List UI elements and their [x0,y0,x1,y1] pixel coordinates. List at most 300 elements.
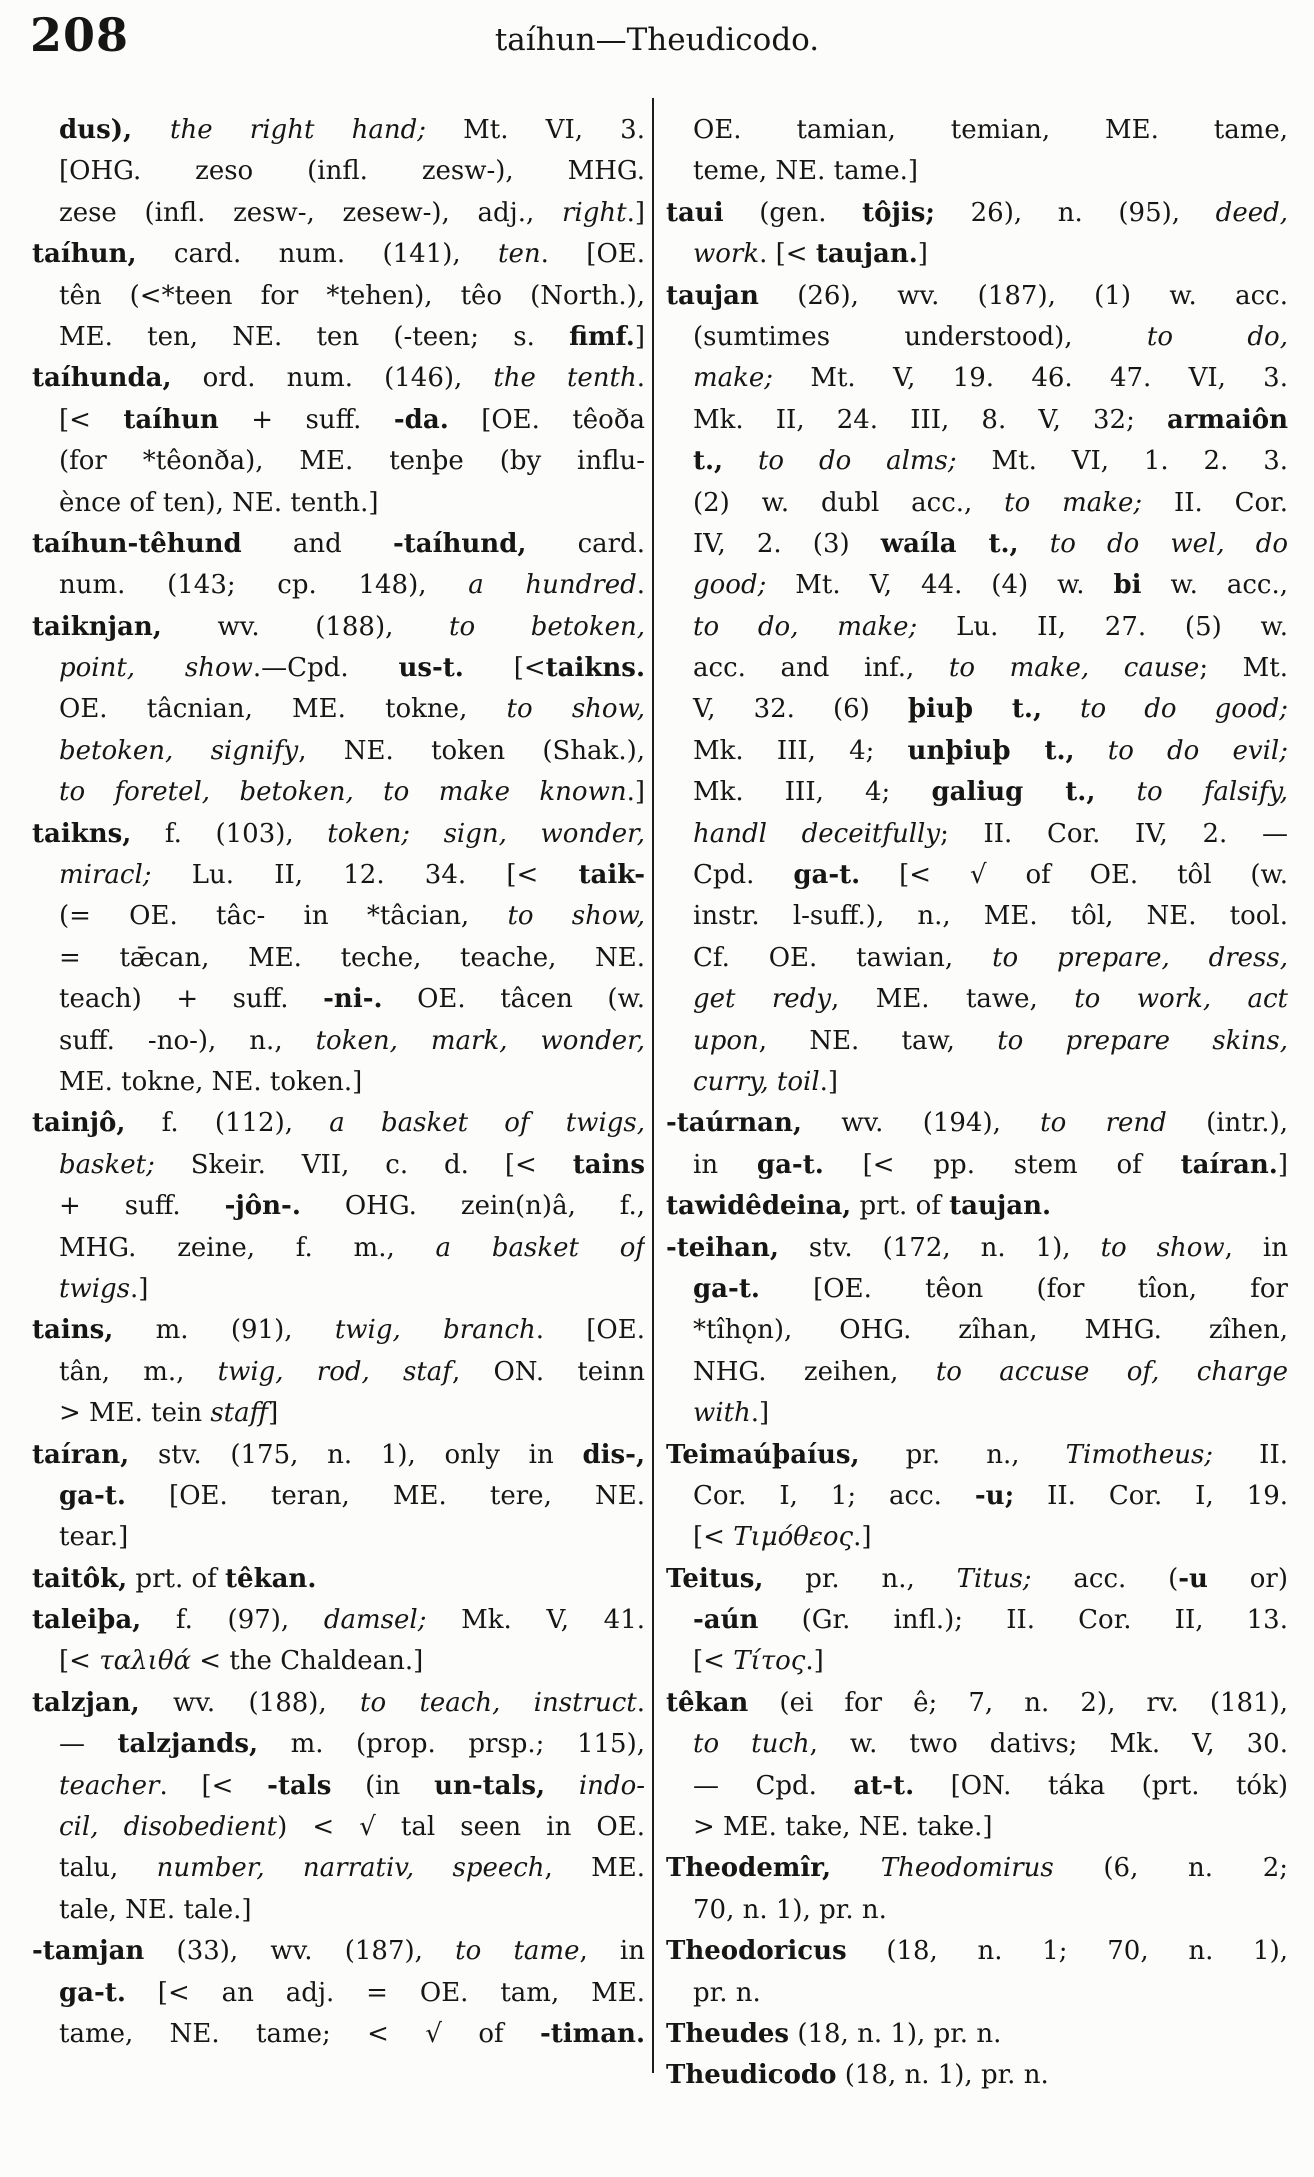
gloss-text: to betoken, [449,611,645,642]
headword-or-gothic-text: -ni-. [323,984,383,1015]
dictionary-line [32,1641,645,1682]
dictionary-line [666,1145,1288,1186]
body-text: ME. tokne, NE. token.] [59,1066,363,1097]
dictionary-line [32,1559,645,1600]
body-text: (sumtimes understood), [693,321,1147,352]
dictionary-line [32,1021,645,1062]
headword-or-gothic-text: têkan [666,1687,749,1718]
dictionary-line [666,1186,1288,1227]
body-text: m. (91), [113,1315,335,1346]
body-text: 70, n. 1), pr. n. [693,1894,887,1925]
body-text: (Gr. infl.); II. Cor. II, 13. [758,1605,1288,1636]
dictionary-line [32,896,645,937]
gloss-text: to teach, instruct [360,1687,637,1718]
body-text: MHG. zeine, f. m., [59,1232,436,1263]
body-text: = tǣcan, ME. teche, teache, NE. [59,942,645,973]
body-text: [< an adj. = OE. tam, ME. [125,1977,645,2008]
dictionary-line [32,193,645,234]
headword-or-gothic-text: tains, [32,1315,114,1346]
dictionary-line [32,2014,645,2055]
gloss-text: to show, [506,694,645,725]
headword-or-gothic-text: þiuþ t., [907,694,1043,725]
headword-or-gothic-text: Teitus, [666,1563,764,1594]
headword-or-gothic-text: ga-t. [793,860,861,891]
body-text: .—Cpd. [252,653,399,684]
dictionary-line [666,565,1288,606]
body-text: .] [819,1066,839,1097]
body-text: (18, n. 1), pr. n. [836,2060,1049,2091]
headword-or-gothic-text: un-tals, [434,1770,546,1801]
body-text: . [636,1687,645,1718]
gloss-text: to show [1100,1232,1225,1263]
dictionary-line [32,524,645,565]
dictionary-line [666,1228,1288,1269]
gloss-text: indo- [578,1770,645,1801]
body-text: [< √ of OE. tôl (w. [860,860,1288,891]
dictionary-line [666,1724,1288,1765]
headword-or-gothic-text: taik- [578,860,645,891]
dictionary-line [32,689,645,730]
column-divider [652,98,654,2073]
dictionary-line [666,358,1288,399]
body-text: ] [1277,1149,1288,1180]
dictionary-line [32,1062,645,1103]
dictionary-line [666,1890,1288,1931]
gloss-text: Theodomirus [880,1853,1054,1884]
body-text [1042,694,1080,724]
headword-or-gothic-text: taíhunda, [32,363,172,394]
body-text: Mk. III, 4; [693,777,932,808]
dictionary-line [32,1683,645,1724]
gloss-text: make; [693,363,774,394]
body-text [1095,777,1136,807]
dictionary-line [666,1641,1288,1682]
headword-or-gothic-text: ga-t. [756,1149,824,1180]
body-text [831,1853,881,1883]
body-text: . [636,363,645,394]
body-text: [OE. teran, ME. tere, NE. [125,1480,645,1511]
body-text: [< [693,1522,734,1553]
gloss-text: miracl; [59,860,152,891]
gloss-text: the tenth [493,363,637,394]
dictionary-line [666,400,1288,441]
body-text: ; II. Cor. IV, 2. — [940,818,1288,849]
headword-or-gothic-text: taíhun-têhund [32,528,242,559]
dictionary-line [32,1269,645,1310]
gloss-text: to falsify, [1136,777,1288,808]
body-text: *tîhǫn), OHG. zîhan, MHG. zîhen, [693,1315,1288,1346]
body-text: tên (<*teen for *tehen), têo (North.), [59,280,645,311]
dictionary-line [666,1021,1288,1062]
gloss-text: ταλιθά [99,1646,192,1677]
body-text: . [< [159,1770,268,1801]
body-text: OE. tâcnian, ME. tokne, [59,694,507,725]
dictionary-line [32,400,645,441]
dictionary-line [666,2014,1288,2055]
body-text: w. acc., [1141,570,1288,601]
dictionary-line [32,1476,645,1517]
gloss-text: to prepare skins, [997,1025,1288,1056]
headword-or-gothic-text: taikns, [32,818,132,849]
headword-or-gothic-text: tôjis; [862,197,935,228]
body-text: .] [626,777,645,808]
body-text: (gen. [723,197,863,228]
gloss-text: basket; [59,1149,155,1180]
dictionary-line [32,1807,645,1848]
gloss-text: to do wel, do [1049,528,1288,559]
body-text: num. (143; cp. 148), [59,570,469,601]
body-text: Mt. V, 44. (4) w. [766,570,1114,601]
dictionary-line [32,1393,645,1434]
body-text: [< [59,1646,100,1677]
body-text: IV, 2. (3) [693,528,881,559]
dictionary-line [32,648,645,689]
body-text: Mt. VI, 1. 2. 3. [956,446,1288,477]
dictionary-line [32,276,645,317]
dictionary-line [666,1269,1288,1310]
body-text: > ME. take, NE. take.] [693,1812,993,1843]
dictionary-line [666,1476,1288,1517]
gloss-text: to accuse of, charge [935,1356,1288,1387]
headword-or-gothic-text: -taúrnan, [666,1108,802,1139]
body-text: (2) w. dubl acc., [693,487,1005,518]
body-text: .] [853,1522,872,1553]
gloss-text: a basket of twigs, [329,1108,645,1139]
gloss-text: right [561,197,627,228]
gloss-text: a basket of [435,1232,645,1263]
gloss-text: to do alms; [757,446,957,477]
dictionary-line [666,1559,1288,1600]
dictionary-line [666,1766,1288,1807]
body-text: ; Mt. [1199,653,1288,684]
headword-or-gothic-text: taikns. [545,653,645,684]
body-text: in [693,1149,757,1180]
body-text: [< [59,404,124,435]
body-text: > ME. tein [59,1398,211,1429]
headword-or-gothic-text: ga-t. [59,1977,126,2008]
dictionary-line [32,607,645,648]
gloss-text: Timotheus; [1065,1439,1214,1470]
headword-or-gothic-text: taleiþa, [32,1605,142,1636]
column-left [32,110,645,2055]
page-number: 208 [30,8,130,62]
headword-or-gothic-text: taíhun, [32,239,137,270]
headword-or-gothic-text: talzjands, [117,1729,259,1760]
body-text: f. (112), [125,1108,330,1139]
gloss-text: Τίτος [733,1646,806,1677]
dictionary-line [666,855,1288,896]
dictionary-line [666,607,1288,648]
body-text: Mt. V, 19. 46. 47. VI, 3. [773,363,1288,394]
body-text: Skeir. VII, c. d. [< [154,1149,573,1180]
headword-or-gothic-text: t., [693,446,724,477]
headword-or-gothic-text: at-t. [853,1770,915,1801]
body-text: . [< [759,239,816,270]
body-text: pr. n., [859,1439,1066,1470]
dictionary-line [32,938,645,979]
body-text: + suff. [218,404,394,435]
body-text: — [59,1729,118,1760]
dictionary-line [32,1848,645,1889]
headword-or-gothic-text: waíla t., [880,528,1019,559]
dictionary-line [32,1600,645,1641]
body-text: Mk. II, 24. III, 8. V, 32; [693,404,1167,435]
dictionary-line [32,565,645,606]
headword-or-gothic-text: Teimaúþaíus, [666,1439,860,1470]
headword-or-gothic-text: taujan [666,280,759,311]
body-text: Cor. I, 1; acc. [693,1480,975,1511]
gloss-text: get redy [693,984,832,1015]
body-text: tame, NE. tame; < √ of [59,2018,540,2049]
headword-or-gothic-text: taujan. [949,1191,1052,1222]
headword-or-gothic-text: Theodoricus [666,1936,847,1967]
body-text: ord. num. (146), [171,363,494,394]
dictionary-line [666,1973,1288,2014]
dictionary-line [666,1683,1288,1724]
body-text: acc. and inf., [693,653,949,684]
body-text: wv. (194), [801,1108,1041,1139]
gloss-text: number, narrativ, speech [156,1853,545,1884]
body-text: , ON. teinn [451,1356,645,1387]
dictionary-line [32,731,645,772]
gloss-text: curry, toil [693,1066,820,1097]
body-text: tear.] [59,1522,129,1553]
headword-or-gothic-text: -da. [393,404,449,435]
dictionary-line [666,441,1288,482]
body-text: suff. -no-), n., [59,1025,316,1056]
headword-or-gothic-text: Theudes [666,2018,790,2049]
gloss-text: token; sign, wonder, [327,818,645,849]
body-text: wv. (188), [139,1687,361,1718]
body-text: (= OE. tâc- in *tâcian, [59,901,508,932]
headword-or-gothic-text: taui [666,197,724,228]
body-text: pr. n. [693,1977,761,2008]
headword-or-gothic-text: -u [1178,1563,1208,1594]
dictionary-line [666,276,1288,317]
headword-or-gothic-text: fimf. [569,321,635,352]
headword-or-gothic-text: -tals [267,1770,332,1801]
gloss-text: token, mark, wonder, [315,1025,645,1056]
body-text: talu, [59,1853,157,1884]
body-text: V, 32. (6) [693,694,908,725]
dictionary-line [666,483,1288,524]
body-text: (18, n. 1; 70, n. 1), [846,1936,1288,1967]
headword-or-gothic-text: tainjô, [32,1108,126,1139]
body-text: ènce of ten), NE. tenth.] [59,487,379,518]
body-text: m. (prop. prsp.; 115), [258,1729,645,1760]
body-text: Cpd. [693,860,794,891]
headword-or-gothic-text: taiknjan, [32,611,162,642]
body-text: (26), wv. (187), (1) w. acc. [758,280,1288,311]
headword-or-gothic-text: -tamjan [32,1936,145,1967]
dictionary-line [32,1973,645,2014]
dictionary-line [666,648,1288,689]
dictionary-line [32,1186,645,1227]
body-text: .] [750,1398,770,1429]
gloss-text: with [693,1398,751,1429]
body-text: teach) + suff. [59,984,324,1015]
body-text: (18, n. 1), pr. n. [789,2018,1002,2049]
headword-or-gothic-text: taitôk, [32,1563,128,1594]
gloss-text: to tame [455,1936,580,1967]
headword-or-gothic-text: taujan. [815,239,918,270]
dictionary-line [32,483,645,524]
dictionary-line [32,1228,645,1269]
dictionary-line [32,855,645,896]
running-header: taíhun—Theudicodo. [494,22,820,58]
dictionary-line [666,1062,1288,1103]
gloss-text: to make; [1004,487,1143,518]
gloss-text: good; [693,570,767,601]
headword-or-gothic-text: us-t. [398,653,464,684]
body-text: and [241,528,393,559]
body-text: . [636,570,645,601]
dictionary-line [666,1103,1288,1144]
dictionary-line [32,1435,645,1476]
body-text: OE. tamian, temian, ME. tame, [693,115,1288,145]
body-text: NHG. zeihen, [693,1356,936,1387]
gloss-text: the right hand; [170,115,426,145]
body-text: ME. ten, NE. ten (-teen; s. [59,321,570,352]
gloss-text: to show, [507,901,645,932]
dictionary-line [666,524,1288,565]
dictionary-line [666,1352,1288,1393]
gloss-text: twig, rod, staf [217,1356,452,1387]
headword-or-gothic-text: -teihan, [666,1232,779,1263]
headword-or-gothic-text: talzjan, [32,1687,140,1718]
body-text: stv. (175, n. 1), only in [129,1439,583,1470]
body-text: teme, NE. tame.] [693,156,919,187]
body-text: [< [463,653,546,684]
dictionary-line [666,2055,1288,2096]
dictionary-line [32,772,645,813]
body-text [545,1771,579,1801]
dictionary-line [32,1766,645,1807]
body-text: instr. l-suff.), n., ME. tôl, NE. tool. [693,901,1288,932]
body-text: tân, m., [59,1356,218,1387]
dictionary-line [32,234,645,275]
body-text: (33), wv. (187), [144,1936,456,1967]
body-text [1019,529,1050,559]
body-text: [OE. têoða [448,404,645,435]
body-text: II. Cor. [1142,487,1288,518]
body-text: card. num. (141), [136,239,499,270]
headword-or-gothic-text: taíran. [1180,1149,1278,1180]
dictionary-line [32,151,645,192]
gloss-text: to do good; [1080,694,1288,725]
body-text: [OHG. zeso (infl. zesw-), MHG. [59,156,645,187]
body-text: [OE. têon (for tîon, for [759,1273,1288,1304]
body-text: Lu. II, 12. 34. [< [151,860,579,891]
body-text: II. Cor. I, 19. [1014,1480,1288,1511]
column-right [666,110,1288,2097]
dictionary-line [666,1435,1288,1476]
headword-or-gothic-text: taíhun [123,404,219,435]
body-text: , NE. token (Shak.), [298,735,645,766]
dictionary-line [666,896,1288,937]
body-text: , w. two dativs; Mk. V, 30. [809,1729,1288,1760]
gloss-text: cil, disobedient [59,1812,278,1843]
dictionary-line [666,110,1288,151]
gloss-text: to make, cause [948,653,1200,684]
body-text: , ME. [544,1853,645,1884]
gloss-text: work [693,239,760,270]
headword-or-gothic-text: ga-t. [59,1480,126,1511]
body-text: [ON. táka (prt. tók) [914,1770,1288,1801]
headword-or-gothic-text: tains [572,1149,645,1180]
body-text: f. (103), [131,818,328,849]
dictionary-line [666,814,1288,855]
gloss-text: to work, act [1074,984,1288,1015]
headword-or-gothic-text: dis-, [582,1439,645,1470]
headword-or-gothic-text: -u; [974,1480,1015,1511]
gloss-text: twigs [59,1273,131,1304]
dictionary-line [32,1352,645,1393]
body-text [1075,736,1108,766]
body-text: prt. of [851,1191,950,1222]
body-text: , NE. taw, [758,1025,998,1056]
dictionary-line [666,151,1288,192]
dictionary-line [666,1931,1288,1972]
gloss-text: to tuch [693,1729,810,1760]
headword-or-gothic-text: bi [1113,570,1142,601]
dictionary-line [32,814,645,855]
headword-or-gothic-text: unþiuþ t., [907,735,1075,766]
dictionary-line [32,358,645,399]
body-text: .] [130,1273,149,1304]
body-text: Cf. OE. tawian, [693,942,993,973]
body-text: stv. (172, n. 1), [778,1232,1101,1263]
dictionary-line [666,1848,1288,1889]
body-text: prt. of [127,1563,226,1594]
body-text: acc. ( [1031,1563,1179,1594]
body-text: , in [1224,1232,1288,1263]
body-text: . [OE. [540,239,645,270]
dictionary-line [666,772,1288,813]
body-text: wv. (188), [161,611,449,642]
dictionary-line [32,441,645,482]
dictionary-line [32,1310,645,1351]
body-text: Mt. VI, 3. [425,115,645,145]
headword-or-gothic-text: armaiôn [1166,404,1288,435]
gloss-text: to prepare, dress, [992,942,1288,973]
body-text: [< [693,1646,734,1677]
body-text: (in [331,1770,435,1801]
dictionary-line [32,1724,645,1765]
headword-or-gothic-text: tawidêdeina, [666,1191,852,1222]
body-text: II. [1213,1439,1288,1470]
dictionary-line [666,731,1288,772]
dictionary-line [666,193,1288,234]
dictionary-line [666,979,1288,1020]
dictionary-line [32,110,645,151]
body-text: (ei for ê; 7, n. 2), rv. (181), [748,1687,1288,1718]
body-text: < the Chaldean.] [191,1646,424,1677]
headword-or-gothic-text: Theudicodo [666,2060,837,2091]
gloss-text: handl deceitfully [693,818,941,849]
headword-or-gothic-text: têkan. [225,1563,317,1594]
body-text: , in [579,1936,645,1967]
dictionary-line [32,1890,645,1931]
body-text: or) [1207,1563,1288,1594]
dictionary-line [666,1517,1288,1558]
gloss-text: to do, make; [693,611,918,642]
body-text: OE. tâcen (w. [382,984,645,1015]
headword-or-gothic-text: -timan. [540,2018,645,2049]
gloss-text: Titus; [956,1563,1032,1594]
dictionary-line [32,1145,645,1186]
body-text: Lu. II, 27. (5) w. [917,611,1288,642]
